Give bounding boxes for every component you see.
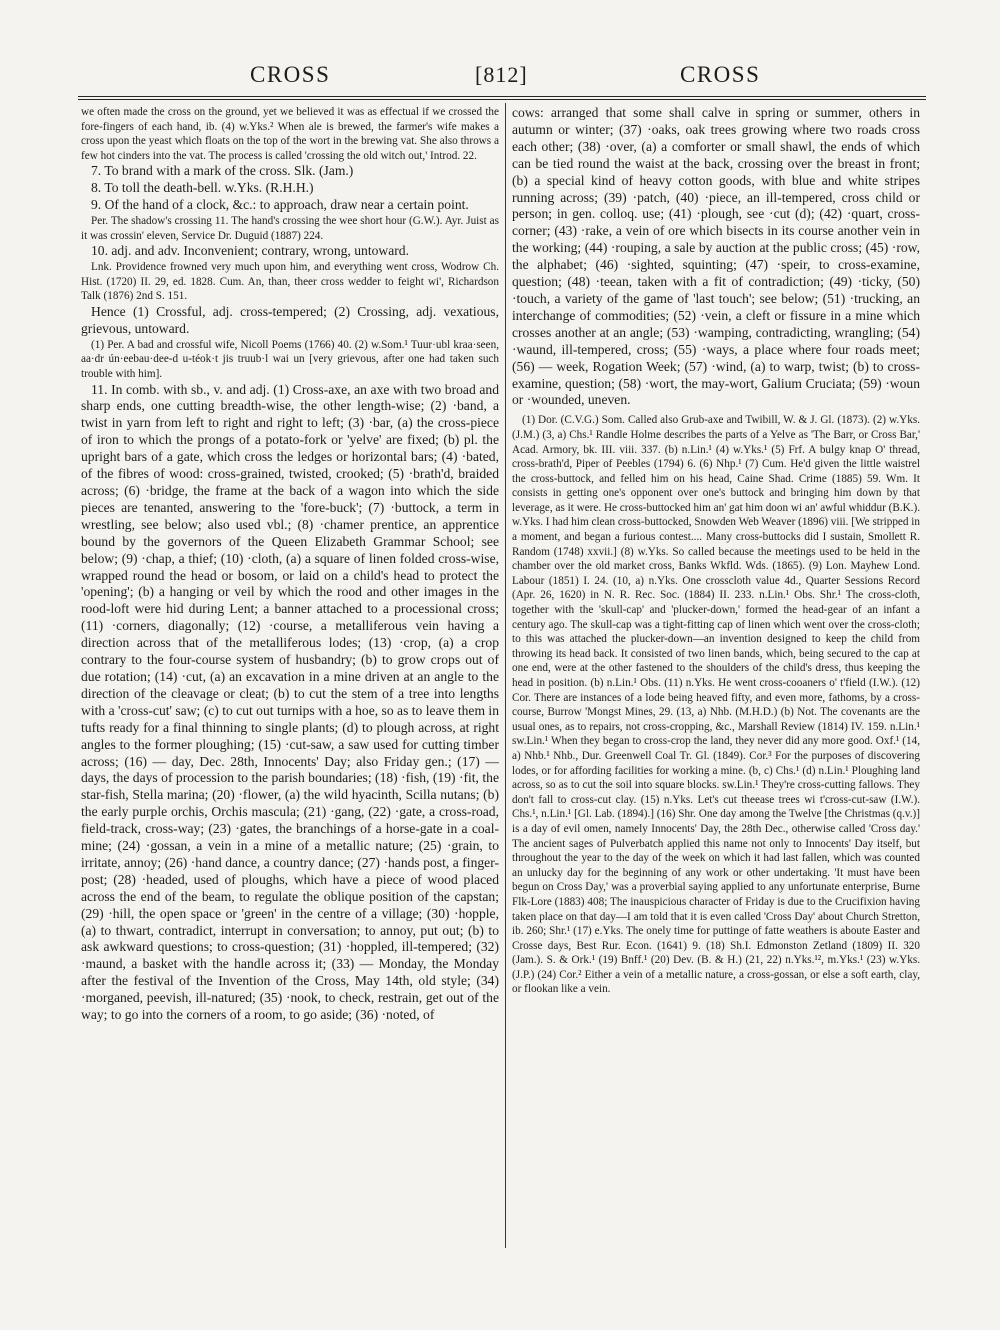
header-right-word: CROSS — [680, 62, 761, 87]
left-column — [81, 105, 499, 1250]
header-rule-bottom — [78, 99, 926, 100]
continued-quotation: we often made the cross on the ground, yet we believed it was as effectual if we crossed the fore-fingers of each hand, ib. (4) w.Yks.² When ale is brewed, the farmer's wife makes a cross upon the yeast which floats on the top of the wort in the brewing vat. She also throws a few hot cinders into the vat. The process is called 'crossing the old witch out,' Introd. 22. — [81, 106, 499, 162]
sense-11-compounds: 11. In comb. with sb., v. and adj. (1) Cross-axe, an axe with two broad and sharp ends, one cutting breadth-wise, the other length-wise; (2) ·band, a twist in yarn from left to right and right to left; (3) ·bar, (a) the cross-piece of iron to which the prongs of a potato-fork or 'yelve' are fixed; (b) pl. the upright bars of a gate, which cross the ledges or horizontal bars; (4) ·bated, of the fibres of wood: cross-grained, twisted, crooked; (5) ·brath'd, braided across; (6) ·bridge, the frame at the back of a wagon into which the side pieces are tenanted, answering to the 'fore-buck'; (7) ·buttock, a term in wrestling, see below; also used vbl.; (8) ·chamer prentice, an apprentice bound by the governors of the Queen Elizabeth Grammar School; see below; (9) ·chap, a thief; (10) ·cloth, (a) a square of linen folded cross-wise, wrapped round the head or bosom, or laid on a child's head to protect the 'opening'; (b) a hanging or veil by which the rood and other images in the rood-loft were hid during Lent; a banner attached to a processional cross; (11) ·corners, diagonally; (12) ·course, a metalliferous vein having a direction across that of the metalliferous lodes; (13) ·crop, (a) a crop contrary to the four-course system of husbandry; (b) to grow crops out of due rotation; (14) ·cut, (a) an excavation in a mine driven at an angle to the direction of the cleavage or cleat; (b) to cut the stem of a tree into lengths with a 'cross-cut' saw; (c) to cut out turnips with a hoe, so as to leave them in tufts ready for a final thinning to single plants; (d) to plough across, at right angles to the former ploughing; (15) ·cut-saw, a saw used for cutting timber across; (16) — day, Dec. 28th, Innocents' Day; also Friday gen.; (17) — days, the days of procession to the parish boundaries; (18) ·fish, (19) ·fit, the star-fish, Stella marina; (20) ·flower, (a) the wild hyacinth, Scilla nutans; (b) the early purple orchis, Orchis mascula; (21) ·gang, (22) ·gate, a cross-road, field-track, cross-way; (23) ·gates, the branchings of a horse-gate in a coal-mine; (24) ·gossan, a vein in a mine of a metallic nature; (25) ·grain, to irritate, annoy; (26) ·hand dance, a country dance; (27) ·hands post, a finger-post; (28) ·headed, used of ploughs, which have a piece of wood placed across the end of the beam, to regulate the oblique position of the capstan; (29) ·hill, the open space or 'green' in the centre of a village; (30) ·hopple, (a) to thwart, contradict, interrupt in conversation; to annoy, put out; (b) to ask awkward questions; to cross-question; (31) ·hoppled, ill-tempered; (32) ·maund, a basket with the handle across it; (33) — Monday, the Monday after the festival of the Invention of the Cross, May 14th, old style; (34) ·morganed, peevish, ill-natured; (35) ·nook, to check, restrain, get out of the way; to go into the corners of a room, to go aside; (36) ·noted, of — [81, 381, 499, 1023]
column-divider — [505, 103, 506, 1248]
sense-7: 7. To brand with a mark of the cross. Slk. (Jam.) — [91, 163, 354, 179]
header-left-word: CROSS — [250, 62, 331, 87]
compounds-quotations: (1) Dor. (C.V.G.) Som. Called also Grub-axe and Twibill, W. & J. Gl. (1873). (2) w.Yks. (J.M.) (3, a) Chs.¹ Randle Holme describes the parts of a Yelve as 'The Barr, or Cross Bar,' Acad. Armory, bk. III. viii. 337. (b) n.Lin.¹ (4) w.Yks.¹ (5) Frf. A bulgy knap O' thread, cross-brath'd, Piper of Peebles (1794) 6. (6) Nhp.¹ (7) Cum. He'd given the little waistrel the cross-buttock, and felled him on his head, Caine Shad. Crime (1885) 59. Wm. It consists in getting one's opponent over one's buttock and bringing him down by that leverage, as it were. He cross-buttocked him an' gat him doon wi an' awful whiddur (B.K.). w.Yks. I had him clean cross-buttocked, Snowden Web Weaver (1896) viii. [We stripped in a moment, and began a furious contest.... Many cross-buttocks did I sustain, Smollett R. Random (1748) xxvii.] (8) w.Yks. So called because the meetings used to be held in the chamber over the old market cross, Banks Wkfld. Wds. (1865). (9) Lon. Mayhew Lond. Labour (1851) I. 24. (10, a) n.Yks. One crosscloth value 4d., Quarter Sessions Record (Apr. 26, 1620) in N. R. Rec. Soc. (1884) II. 233. n.Lin.¹ Obs. Shr.¹ The cross-cloth, together with the 'skull-cap' and 'plucker-down,' formed the head-gear of an infant a century ago. The skull-cap was a tight-fitting cap of linen which went over the cross-cloth; to this was attached the plucker-down—an invention designed to keep the child from throwing its head back. It consisted of two linen bands, which, being secured to the cap at one end, were at the other fastened to the shoulders of the child's dress, thus keeping the head in position. (b) n.Lin.¹ Obs. (11) n.Yks. He went cross-cooaners o' t'field (I.W.). (12) Cor. There are instances of a lode being heaved fifty, and even more, fathoms, by a cross-course, Burrow 'Mongst Mines, 29. (13, a) Nhb. (M.H.D.) (b) Not. The covenants are the usual ones, as to repairs, not cross-cropping, &c., Marshall Review (1814) IV. 159. n.Lin.¹ sw.Lin.¹ When they began to cross-crop the land, they never did any more good. Oxf.¹ (14, a) Nhb.¹ Nhb., Dur. Greenwell Coal Tr. Gl. (1849). Cor.³ For the purposes of discovering lodes, or for affording facilities for working a mine. (b, c) Chs.¹ (d) n.Lin.¹ Ploughing land across, so as to cut the soil into square blocks. sw.Lin.¹ They're cross-cutting fallows. They don't fall to cross-cut clay. (15) n.Yks. Let's cut theease trees wi t'cross-cut-saw (I.W.). Chs.¹, n.Lin.¹ [Gl. Lab. (1894).] (16) Shr. One day among the Twelve [the Christmas (q.v.)] is a day of evil omen, namely Innocents' Day, the 28th Dec., otherwise called 'Cross day.' The ancient sages of Pulverbatch applied this name not only to Innocents' Day itself, but throughout the year to the day of the week on which it had last fallen, which was counted an unlucky day for the beginning of any work or other undertaking. 'It must have been begun on Cross Day,' was a proverbial saying applied to any unfortunate enterprise, Burne Flk-Lore (1883) 408; The inauspicious character of Friday is due to the Crucifixion having taken place on that day—I am told that it is even called 'Cross Day' about Church Stretton, ib. 260; Shr.¹ (17) e.Yks. The onely time for puttinge of fatte weathers is aboute Easter and Crosse days, Best Rur. Econ. (1641) 9. (18) Sh.I. Edmonston Zetland (1809) II. 320 (Jam.). S. & Ork.¹ (19) Bnff.¹ (20) Dev. (B. & H.) (21, 22) n.Yks.¹², m.Yks.¹ (23) w.Yks. (J.P.) (24) Cor.² Either a vein of a metallic nature, a cross-gossan, or else a soft earth, clay, or flookan like a vein. — [512, 414, 920, 996]
sense-10: 10. adj. and adv. Inconvenient; contrary, wrong, untoward. — [91, 243, 409, 259]
compounds-continued: cows: arranged that some shall calve in spring or summer, others in autumn or winter; (37) ·oaks, oak trees growing where two roads cross each other; (38) ·over, (a) a comforter or small shawl, the ends of which can be tied round the waist at the back, crossing over the breast in front; (b) a special kind of heavy cotton goods, with blue and white stripes running across; (39) ·patch, (40) ·piece, an ill-tempered, cross child or person; in gen. colloq. use; (41) ·plough, see ·cut (d); (42) ·quart, cross-corner; (43) ·rake, a vein of ore which bisects in its course another vein in the working; (44) ·rouping, a sale by auction at the public cross; (45) ·row, the alphabet; (46) ·sighted, squinting; (47) ·speir, to cross-examine, question; (48) ·teean, taken with a fit of contradiction; (49) ·ticky, (50) ·touch, a variety of the game of 'last touch'; see below; (51) ·trucking, an interchange of commodities; (52) ·vein, a cleft or fissure in a mine which crosses another at an angle; (53) ·wamping, contradicting, wrangling; (54) ·waund, ill-tempered, cross; (55) ·ways, a place where four roads meet; (56) — week, Rogation Week; (57) ·wind, (a) to warp, twist; (b) to cross-examine, question; (58) ·wort, the may-wort, Galium Cruciata; (59) ·woun or ·wounded, uneven. — [512, 105, 920, 408]
sense-9: 9. Of the hand of a clock, &c.: to approach, draw near a certain point. — [91, 197, 469, 213]
page-number: [812] — [475, 62, 528, 87]
derivatives-quotations: (1) Per. A bad and crossful wife, Nicoll Poems (1766) 40. (2) w.Som.¹ Tuur·ubl kraa·seen, aa·dr ún·eebau·dee-d u-téok·t jis truub·l wai un [very grievous, after one had taken such trouble with him]. — [81, 338, 499, 380]
right-column — [512, 105, 920, 1250]
sense-8: 8. To toll the death-bell. w.Yks. (R.H.H.) — [91, 180, 314, 196]
header-rule-top — [78, 96, 926, 97]
sense-10-quotations: Lnk. Providence frowned very much upon him, and everything went cross, Wodrow Ch. Hist. (1720) II. 29, ed. 1828. Cum. An, than, theer cross wedder to feight wi', Richardson Talk (1876) 2nd S. 151. — [81, 261, 499, 303]
derivatives: Hence (1) Crossful, adj. cross-tempered; (2) Crossing, adj. vexatious, grievous, untoward. — [81, 303, 499, 336]
sense-9-quotations: Per. The shadow's crossing 11. The hand's crossing the wee short hour (G.W.). Ayr. Juist as it was crossin' eleven, Service Dr. Duguid (1887) 224. — [81, 215, 499, 242]
running-header — [0, 60, 1000, 96]
